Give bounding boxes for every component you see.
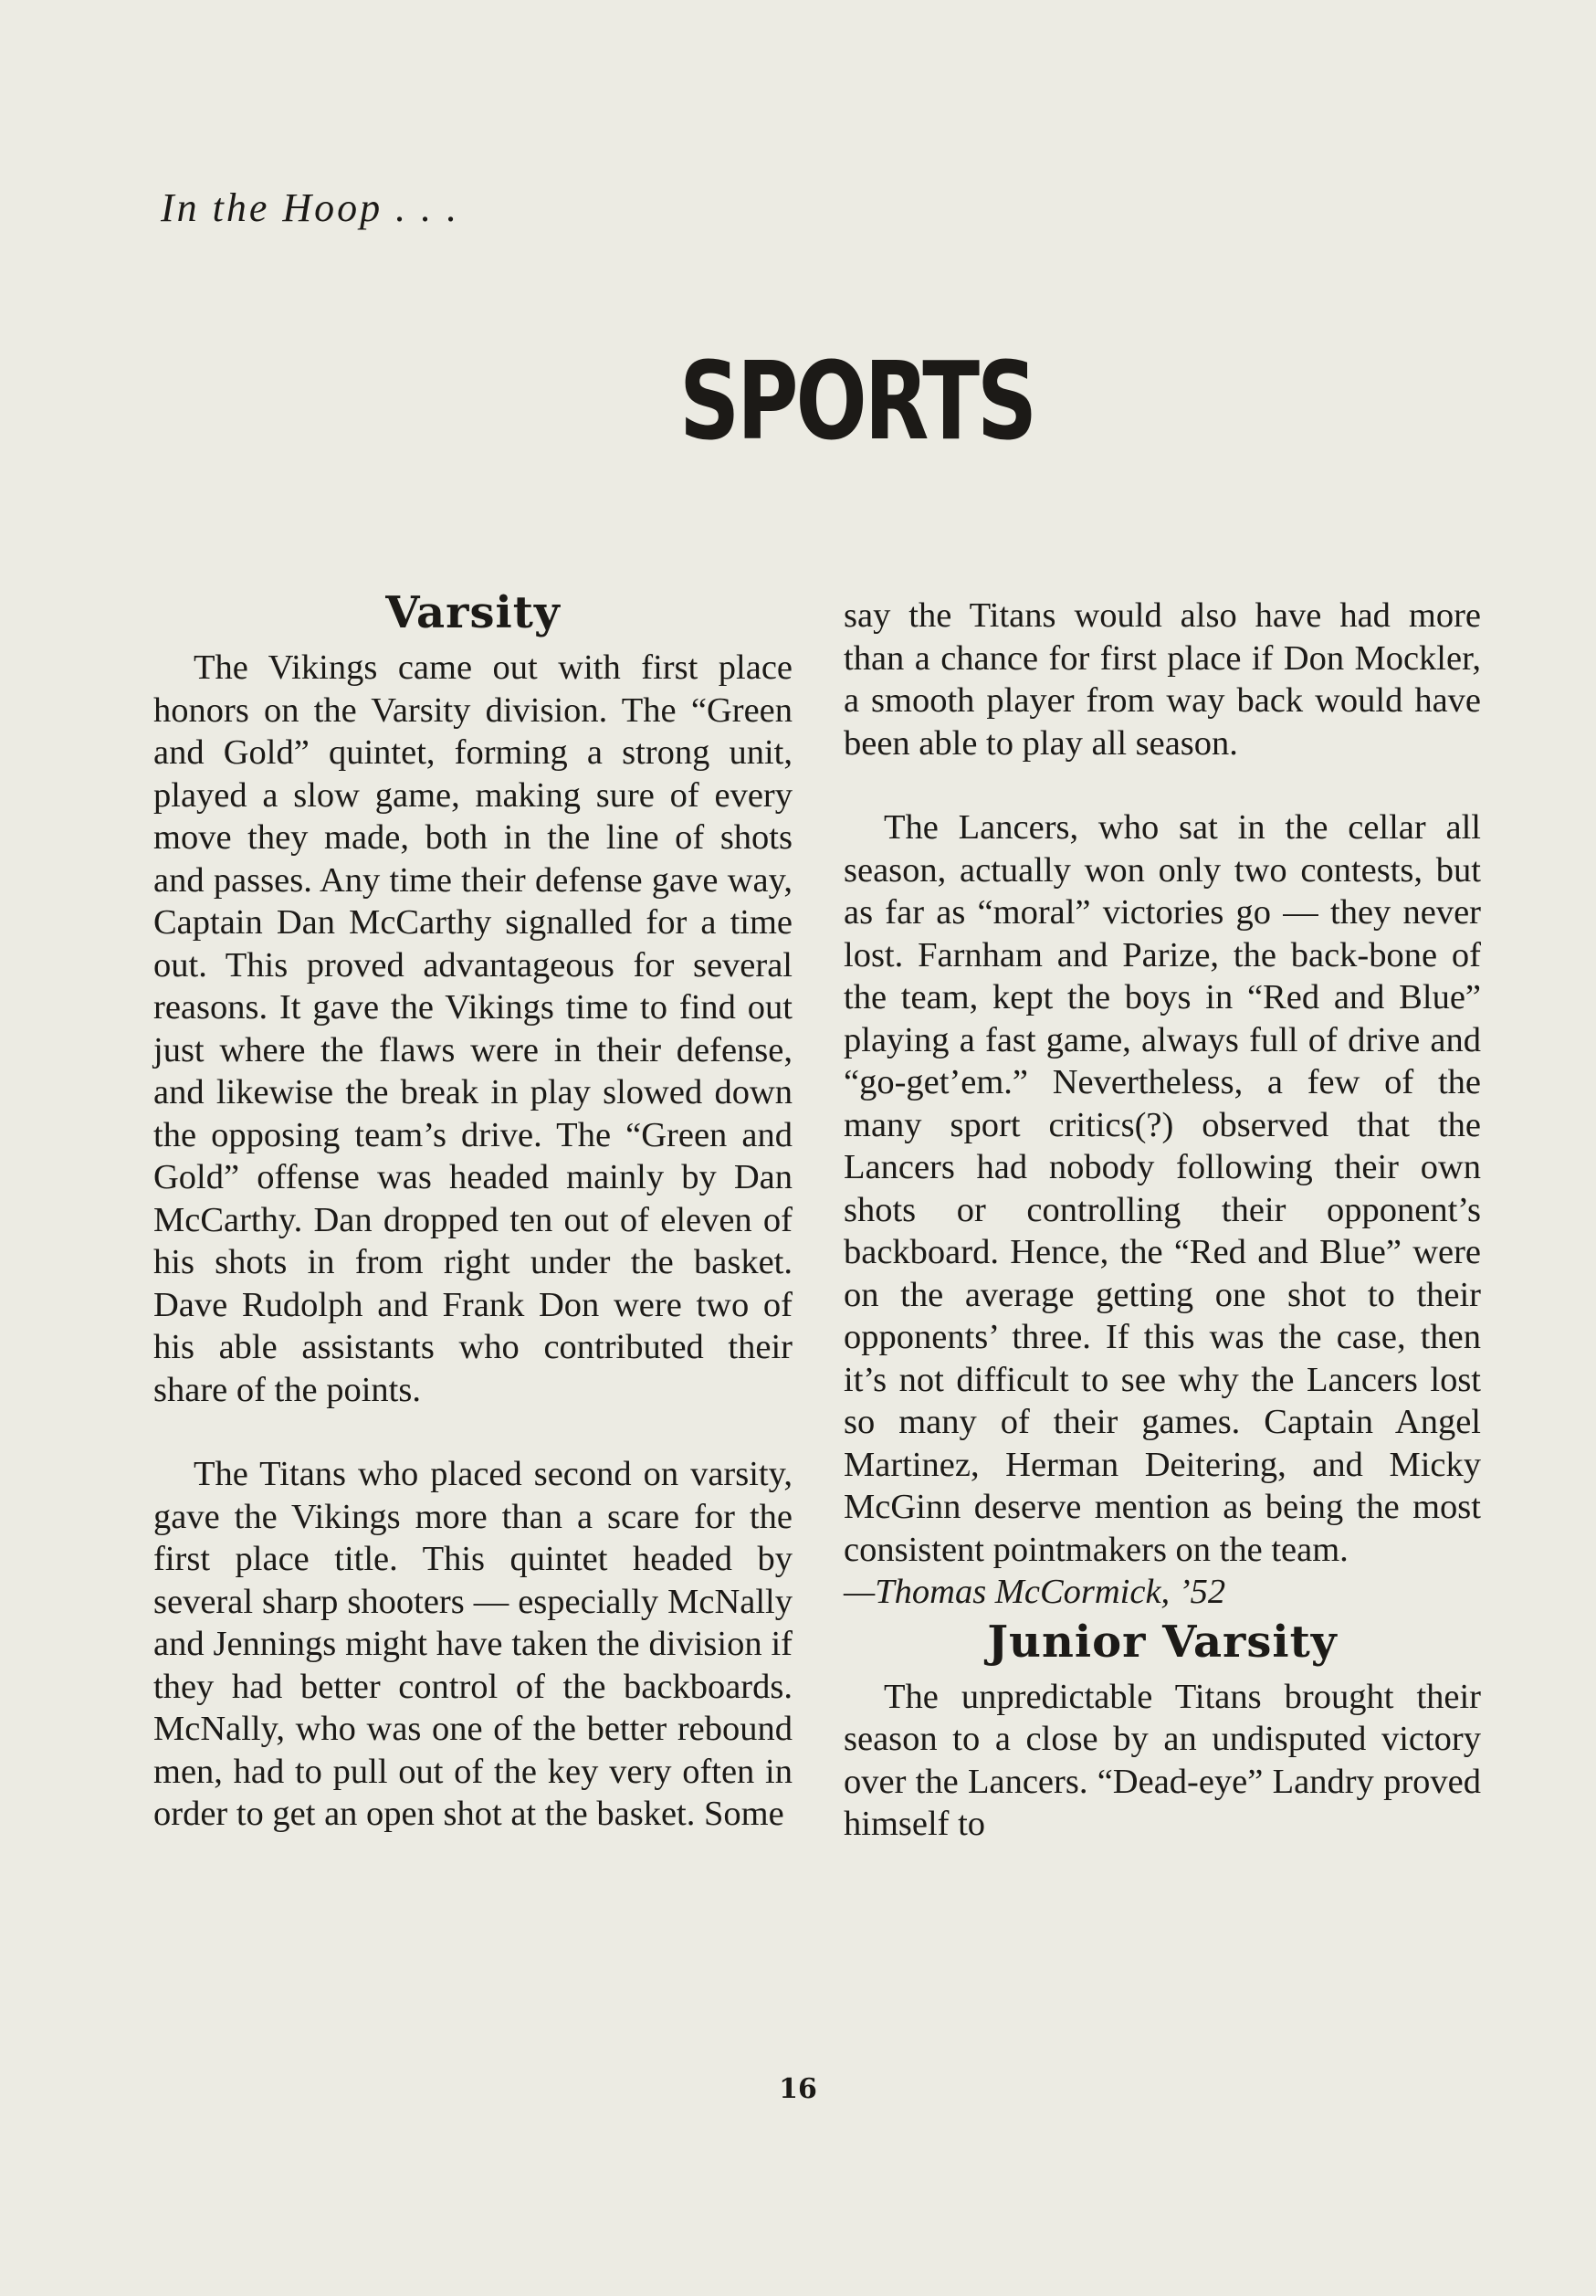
varsity-paragraph-3: The Lancers, who sat in the cellar all season, actually won only two contests, but as far as “moral” victories go — they never lost. Farnham and Parize, the back-bone of the team, kept the boys in “Red and Blue” playing a fast game, always full of drive and “go-get’em.” Nevertheless, a few of the many sport critics(?) observed that the Lancers had nobody following their own shots or controlling their opponent’s backboard. Hence, the “Red and Blue” were on the average getting one shot to their opponents’ three. If this was the case, then it’s not difficult to see why the Lancers lost so many of their games. Captain Angel Martinez, Herman Deitering, and Micky McGinn deserve mention as being the most consistent pointmakers on the team. [844,808,1481,1569]
section-kicker: In the Hoop . . . [161,185,460,230]
varsity-paragraph-1: The Vikings came out with first place honors on the Varsity division. The “Green and Gold” quintet, forming a strong unit, played a slow game, making sure of every move they made, both in the line of shots and passes. Any time their defense gave way, Captain Dan McCarthy signalled for a time out. This proved advantageous for several reasons. It gave the Vikings time to find out just where the flaws were in their defense, and likewise the break in play slowed down the opposing team’s drive. The “Green and Gold” offense was headed mainly by Dan McCarthy. Dan dropped ten out of eleven of his shots in from right under the basket. Dave Rudolph and Frank Don were two of his able assistants who contributed their share of the points. [153,648,793,1409]
varsity-heading: Varsity [385,587,561,638]
junior-varsity-paragraph-1: The unpredictable Titans brought their season to a close by an undisputed victory over the Lancers. “Dead-eye” Landry proved himself to [844,1677,1481,1843]
byline: —Thomas McCormick, ’52 [844,1573,1226,1611]
junior-varsity-heading: Junior Varsity [987,1616,1338,1668]
varsity-paragraph-2-part-1: The Titans who placed second on varsity, gave the Vikings more than a scare for the first place title. This quintet headed by several sharp shooters — especially McNally and Jennings might have taken the division if they had better control of the backboards. McNally, who was one of the better rebound men, had to pull out of the key very often in order to get an open shot at the basket. Some [153,1455,793,1833]
page-title: SPORTS [679,338,1035,464]
right-column [844,595,1481,1846]
left-column [153,585,793,1836]
varsity-paragraph-2-part-2: say the Titans would also have had more than a chance for first place if Don Mockler, a smooth player from way back would have been able to play all season. [844,596,1481,763]
page-number: 16 [779,2073,817,2105]
